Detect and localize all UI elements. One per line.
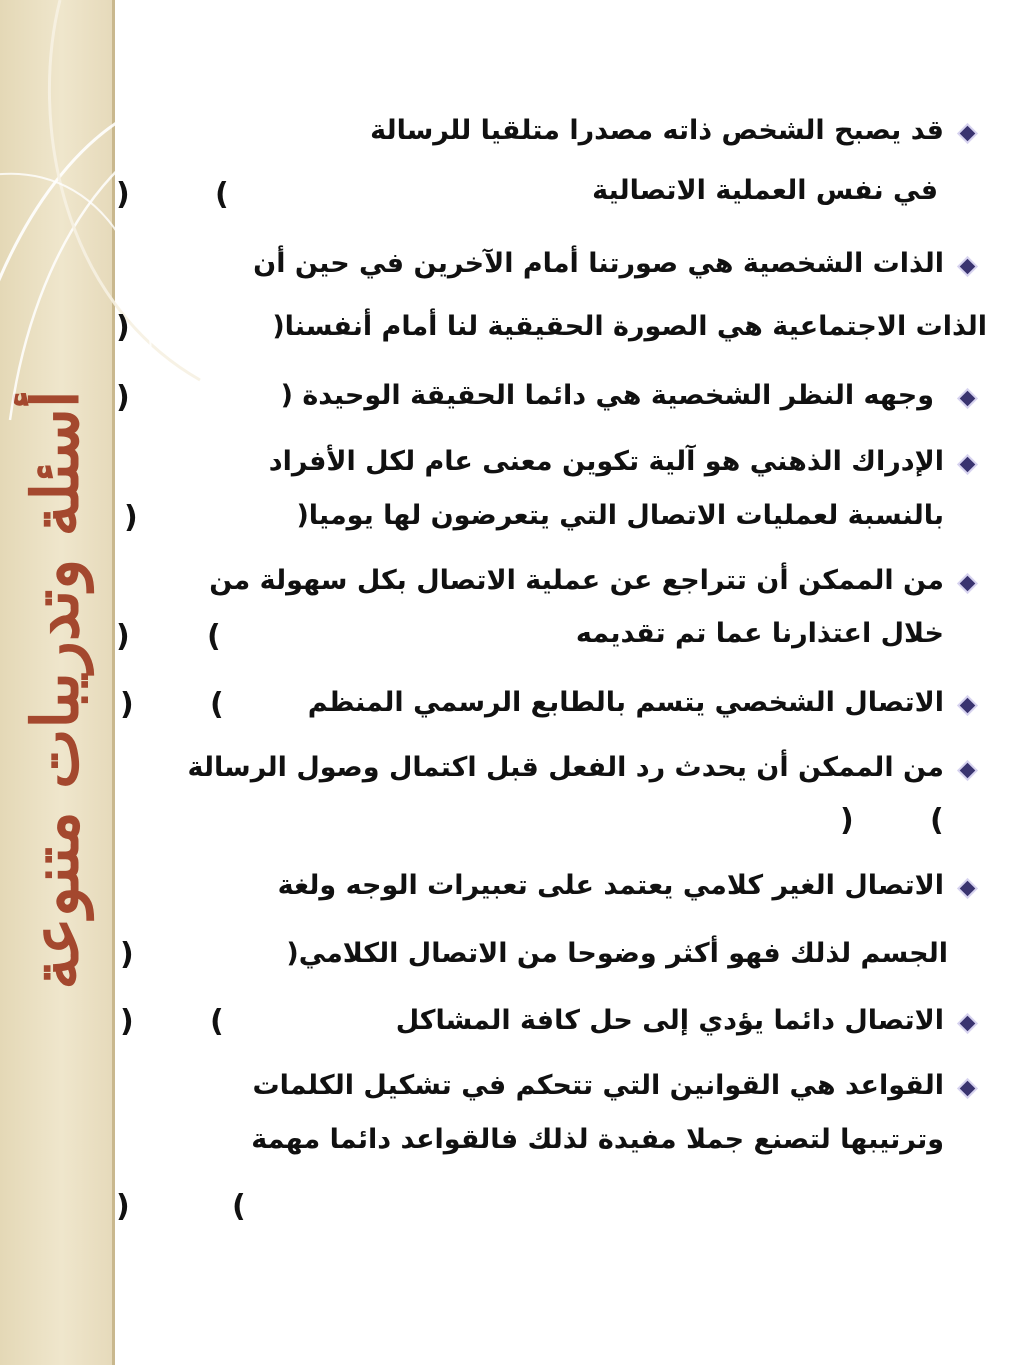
question-6-line-1: الاتصال الشخصي يتسم بالطابع الرسمي المنظم xyxy=(307,687,944,718)
diamond-bullet-icon xyxy=(960,391,976,407)
question-5-line-1: من الممكن أن تتراجع عن عملية الاتصال بكل سهولة من xyxy=(209,565,944,596)
question-1-line-1: قد يصبح الشخص ذاته مصدرا متلقيا للرسالة xyxy=(370,115,944,146)
answer-blank-close: ) xyxy=(124,500,138,535)
question-5-line-2: خلال اعتذارنا عما تم تقديمه xyxy=(575,618,944,649)
answer-blank-close: ) xyxy=(120,687,134,722)
diamond-bullet-icon xyxy=(960,126,976,142)
answer-blank-open: ( xyxy=(210,1004,224,1039)
question-7-line-1: من الممكن أن يحدث رد الفعل قبل اكتمال وصول الرسالة xyxy=(187,752,944,783)
answer-blank-close: ) xyxy=(120,1004,134,1039)
diamond-bullet-icon xyxy=(960,763,976,779)
answer-blank-close: ) xyxy=(840,803,854,838)
answer-blank-open: ( xyxy=(207,619,221,654)
diamond-bullet-icon xyxy=(960,698,976,714)
question-9-line-1: الاتصال دائما يؤدي إلى حل كافة المشاكل xyxy=(395,1005,944,1036)
diamond-bullet-icon xyxy=(960,1081,976,1097)
diamond-bullet-icon xyxy=(960,576,976,592)
answer-blank-open: ( xyxy=(930,803,944,838)
diamond-bullet-icon xyxy=(960,881,976,897)
answer-blank-close: ) xyxy=(120,937,134,972)
sidebar-panel xyxy=(0,0,112,1365)
answer-blank-open: ( xyxy=(210,687,224,722)
answer-blank-close: ) xyxy=(116,177,130,212)
answer-blank-open: ( xyxy=(215,177,229,212)
answer-blank-close: ) xyxy=(116,1189,130,1224)
question-4-line-1: الإدراك الذهني هو آلية تكوين معنى عام لكل الأفراد xyxy=(268,446,944,477)
sidebar-title: أسئلة وتدريبات متنوعة xyxy=(18,390,94,990)
question-8-line-1: الاتصال الغير كلامي يعتمد على تعبيرات الوجه ولغة xyxy=(277,870,944,901)
question-10-line-2: وترتيبها لتصنع جملا مفيدة لذلك فالقواعد دائما مهمة xyxy=(251,1124,944,1155)
question-4-line-2: بالنسبة لعمليات الاتصال التي يتعرضون لها يوميا( xyxy=(296,500,944,531)
question-8-line-2: الجسم لذلك فهو أكثر وضوحا من الاتصال الكلامي( xyxy=(286,938,948,969)
answer-blank-open: ( xyxy=(232,1189,246,1224)
diamond-bullet-icon xyxy=(960,1016,976,1032)
answer-blank-close: ) xyxy=(116,310,130,345)
question-3-line-1: وجهه النظر الشخصية هي دائما الحقيقة الوحيدة ( xyxy=(280,380,934,411)
sidebar-divider xyxy=(112,0,115,1365)
diamond-bullet-icon xyxy=(960,457,976,473)
question-10-line-1: القواعد هي القوانين التي تتحكم في تشكيل الكلمات xyxy=(252,1070,944,1101)
question-1-line-2: في نفس العملية الاتصالية xyxy=(592,175,938,206)
question-2-line-2: الذات الاجتماعية هي الصورة الحقيقية لنا أمام أنفسنا( xyxy=(272,311,987,342)
question-2-line-1: الذات الشخصية هي صورتنا أمام الآخرين في حين أن xyxy=(253,248,944,279)
diamond-bullet-icon xyxy=(960,259,976,275)
answer-blank-close: ) xyxy=(116,380,130,415)
answer-blank-close: ) xyxy=(116,619,130,654)
